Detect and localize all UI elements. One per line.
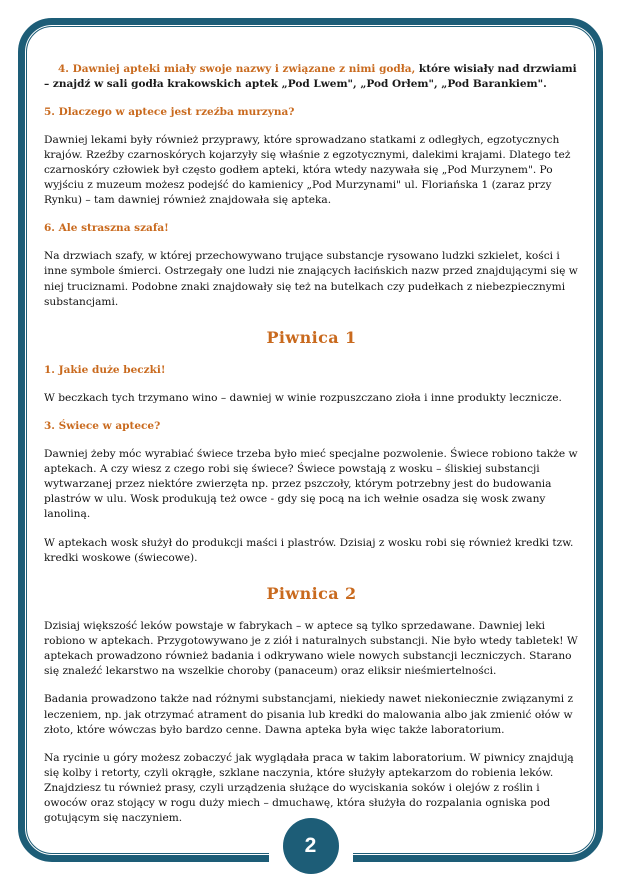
paragraph: W beczkach tych trzymano wino – dawniej w winie rozpuszczano zioła i inne produkty lecznicze. <box>44 391 562 404</box>
question-item <box>44 363 579 378</box>
spacer <box>44 440 579 447</box>
question-highlight: 5. Dlaczego w aptece jest rzeźba murzyna? <box>44 105 295 118</box>
question-highlight: 6. Ale straszna szafa! <box>44 222 169 235</box>
question-rest: które wisiały nad drzwiami – znajdź w sali godła krakowskich aptek „Pod Lwem", „Pod Orłem", „Pod Barankiem". <box>44 63 577 90</box>
page-content <box>44 62 579 840</box>
question-highlight: 3. Świece w aptece? <box>44 419 161 432</box>
paragraph: Dzisiaj większość leków powstaje w fabrykach – w aptece są tylko sprzedawane. Dawniej leki robiono w aptekach. Przygotowywano je z ziół i naturalnych substancji. Nie było wtedy tabletek! W aptekach prowadzono również badania i odkrywano wiele nowych substancji leczniczych. Starano się znaleźć lekarstwo na wszelkie choroby (panaceum) oraz eliksir nieśmiertelności. <box>44 619 578 678</box>
spacer <box>44 98 579 105</box>
paragraph: W aptekach wosk służył do produkcji maści i plastrów. Dzisiaj z wosku robi się również kredki tzw. kredki woskowe (świecowe). <box>44 536 574 564</box>
paragraph: Na drzwiach szafy, w której przechowywano trujące substancje rysowano ludzki szkielet, kości i inne symbole śmierci. Ostrzegały one ludzi nie znających łacińskich nazw przed znajdującymi się w niej truciznami. Podobne znaki znajdowały się też na butelkach czy pudełkach z niebezpiecznymi substancjami. <box>44 250 578 308</box>
paragraph: Dawniej lekami były również przyprawy, które sprowadzano statkami z odległych, egzotycznych krajów. Rzeźby czarnoskórych kojarzyły się właśnie z egzotycznymi, dalekimi krajami. Dlatego też czarnoskóry człowiek był często godłem apteki, która wtedy nazywała się „Pod Murzynem". Po wyjściu z muzeum możesz podejść do kamienicy „Pod Murzynami" ul. Floriańska 1 (zaraz przy Rynku) – tam dawniej również znajdowała się apteka. <box>44 133 571 207</box>
question-highlight: 1. Jakie duże beczki! <box>44 363 166 376</box>
question-item <box>44 221 579 236</box>
paragraph: Dawniej żeby móc wyrabiać świece trzeba było mieć specjalne pozwolenie. Świece robiono także w aptekach. A czy wiesz z czego robi się świece? Świece powstają z wosku – śliskiej substancji wytwarzanej przez niektóre zwierzęta np. przez pszczoły, którym potrzebny jest do budowania plastrów w ulu. Wosk produkują też owce - gdy się pocą na ich wełnie osadza się wosk zwany lanoliną. <box>44 447 578 521</box>
question-item <box>44 62 579 92</box>
question-item <box>44 105 579 120</box>
page-number-badge: 2 <box>283 818 339 874</box>
section-title-piwnica-2: Piwnica 2 <box>266 583 357 603</box>
section-title-piwnica-1: Piwnica 1 <box>266 327 357 347</box>
spacer <box>44 126 579 133</box>
question-highlight: 4. Dawniej apteki miały swoje nazwy i związane z nimi godła, <box>58 63 416 75</box>
paragraph: Badania prowadzono także nad różnymi substancjami, niekiedy nawet niekoniecznie związanymi z leczeniem, np. jak otrzymać atrament do pisania lub kredki do malowania albo jak zmienić ołów w złoto, które wówczas było bardzo cenne. Dawna apteka była więc także laboratorium. <box>44 693 574 736</box>
spacer <box>44 242 579 249</box>
question-item <box>44 419 579 434</box>
spacer <box>44 384 579 391</box>
paragraph: Na rycinie u góry możesz zobaczyć jak wyglądała praca w takim laboratorium. W piwnicy znajdują się kolby i retorty, czyli okrągłe, szklane naczynia, które służyły aptekarzom do robienia leków. Znajdziesz tu również prasy, czyli urządzenia służące do wyciskania soków i olejów z roślin i owoców oraz stojący w rogu duży miech – dmuchawę, która służyła do rozpalania ogniska pod gotującym się naczyniem. <box>44 751 574 825</box>
